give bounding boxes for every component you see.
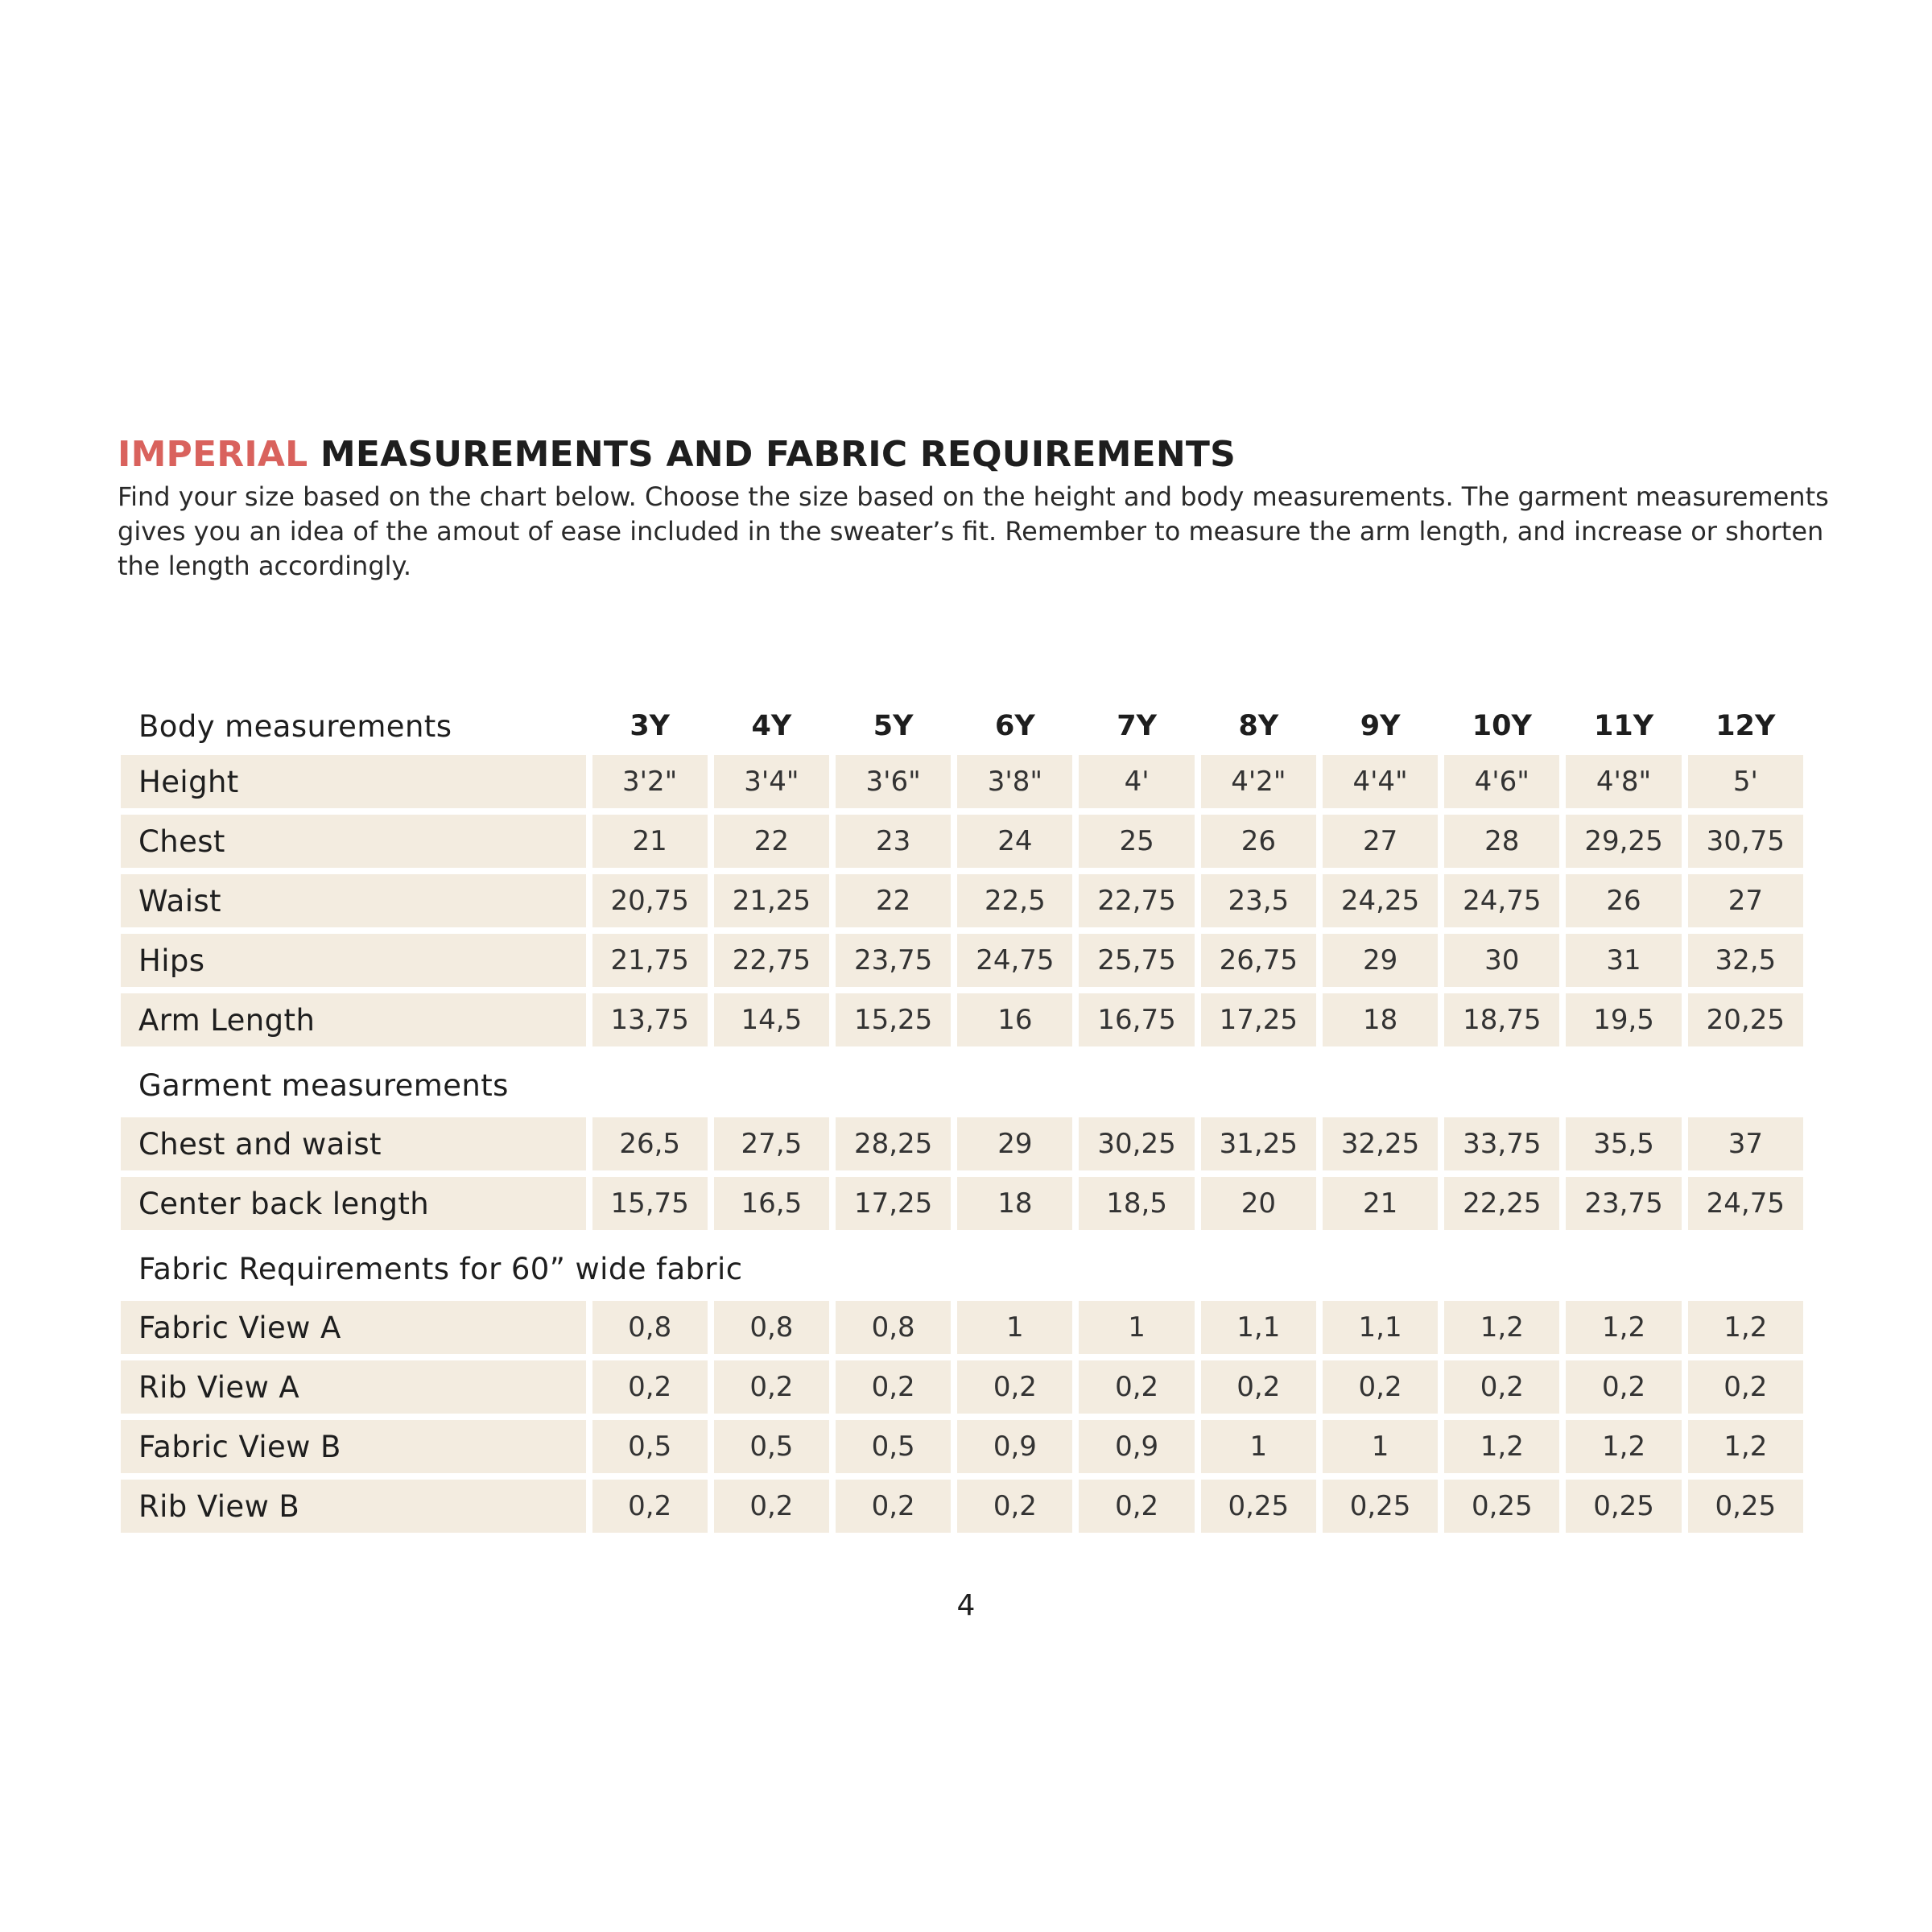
size-chart-table	[114, 697, 1810, 1539]
table-cell: 24,75	[1688, 1177, 1803, 1236]
table-cell: 14,5	[714, 993, 829, 1053]
size-column-header: 10Y	[1472, 710, 1532, 742]
row-label: Rib View A	[121, 1360, 586, 1420]
table-cell: 18	[957, 1177, 1072, 1236]
table-row-fabric-view-a	[121, 1301, 1803, 1360]
table-cell: 26	[1201, 815, 1316, 874]
table-cell: 4'8"	[1566, 755, 1681, 815]
row-label: Rib View B	[121, 1480, 586, 1539]
table-cell: 16,5	[714, 1177, 829, 1236]
row-label: Arm Length	[121, 993, 586, 1053]
table-cell: 31,25	[1201, 1117, 1316, 1177]
table-cell: 20,75	[592, 874, 708, 934]
section-row	[121, 1236, 1803, 1301]
section-row	[121, 1053, 1803, 1117]
table-cell: 0,2	[1201, 1360, 1316, 1420]
table-cell: 26	[1566, 874, 1681, 934]
row-label: Fabric View A	[121, 1301, 586, 1360]
title-accent: IMPERIAL	[118, 434, 308, 475]
intro-paragraph: Find your size based on the chart below. Choose the size based on the height and body measurements. The garment measurements gives you an idea of the amout of ease included in the sweater’s fit. Remember to measure the arm length, and increase or shorten the length accordingly.	[118, 481, 1829, 581]
table-cell: 13,75	[592, 993, 708, 1053]
table-cell: 21,25	[714, 874, 829, 934]
table-cell: 22,75	[714, 934, 829, 993]
table-cell: 18,5	[1079, 1177, 1194, 1236]
table-cell: 24,75	[1444, 874, 1559, 934]
table-cell: 0,5	[714, 1420, 829, 1480]
table-cell: 1	[1201, 1420, 1316, 1480]
table-cell: 23,75	[1566, 1177, 1681, 1236]
table-row-fabric-view-b	[121, 1420, 1803, 1480]
table-cell: 28	[1444, 815, 1559, 874]
table-cell: 29	[1323, 934, 1438, 993]
table-cell: 0,2	[836, 1360, 951, 1420]
table-cell: 22,25	[1444, 1177, 1559, 1236]
table-cell: 16,75	[1079, 993, 1194, 1053]
size-column-header: 6Y	[995, 710, 1035, 742]
row-label: Fabric View B	[121, 1420, 586, 1480]
table-cell: 0,2	[714, 1480, 829, 1539]
row-label: Waist	[121, 874, 586, 934]
table-cell: 0,25	[1444, 1480, 1559, 1539]
table-cell: 3'2"	[592, 755, 708, 815]
table-row-chest-and-waist	[121, 1117, 1803, 1177]
table-cell: 0,25	[1688, 1480, 1803, 1539]
table-cell: 0,2	[1566, 1360, 1681, 1420]
table-cell: 0,2	[1323, 1360, 1438, 1420]
table-cell: 1,2	[1566, 1301, 1681, 1360]
table-cell: 15,75	[592, 1177, 708, 1236]
table-cell: 3'4"	[714, 755, 829, 815]
table-cell: 1,2	[1688, 1420, 1803, 1480]
table-cell: 16	[957, 993, 1072, 1053]
table-cell: 1,1	[1201, 1301, 1316, 1360]
table-cell: 29,25	[1566, 815, 1681, 874]
table-cell: 1,1	[1323, 1301, 1438, 1360]
table-row-chest	[121, 815, 1803, 874]
table-cell: 0,2	[714, 1360, 829, 1420]
table-cell: 0,8	[836, 1301, 951, 1360]
table-cell: 0,9	[1079, 1420, 1194, 1480]
table-cell: 25	[1079, 815, 1194, 874]
table-cell: 0,2	[957, 1480, 1072, 1539]
row-label: Chest	[121, 815, 586, 874]
table-cell: 15,25	[836, 993, 951, 1053]
table-cell: 18,75	[1444, 993, 1559, 1053]
section-heading: Garment measurements	[138, 1067, 509, 1103]
size-header-row	[121, 697, 1803, 755]
table-cell: 22,5	[957, 874, 1072, 934]
section-heading: Fabric Requirements for 60” wide fabric	[138, 1251, 743, 1286]
title-rest: MEASUREMENTS AND FABRIC REQUIREMENTS	[308, 434, 1236, 475]
table-cell: 23	[836, 815, 951, 874]
table-cell: 17,25	[1201, 993, 1316, 1053]
table-cell: 0,5	[836, 1420, 951, 1480]
table-cell: 37	[1688, 1117, 1803, 1177]
table-cell: 4'6"	[1444, 755, 1559, 815]
table-cell: 30,75	[1688, 815, 1803, 874]
table-cell: 0,2	[836, 1480, 951, 1539]
table-cell: 0,2	[592, 1360, 708, 1420]
size-column-header: 12Y	[1715, 710, 1776, 742]
table-cell: 32,5	[1688, 934, 1803, 993]
table-cell: 0,2	[1444, 1360, 1559, 1420]
table-cell: 0,2	[1688, 1360, 1803, 1420]
table-cell: 21,75	[592, 934, 708, 993]
table-cell: 0,5	[592, 1420, 708, 1480]
table-cell: 23,75	[836, 934, 951, 993]
table-cell: 4'	[1079, 755, 1194, 815]
table-cell: 30,25	[1079, 1117, 1194, 1177]
size-column-header: 5Y	[873, 710, 914, 742]
size-column-header: 9Y	[1360, 710, 1401, 742]
table-cell: 26,5	[592, 1117, 708, 1177]
table-row-rib-view-a	[121, 1360, 1803, 1420]
section-heading: Body measurements	[138, 708, 452, 744]
table-cell: 26,75	[1201, 934, 1316, 993]
table-cell: 1,2	[1444, 1420, 1559, 1480]
row-label: Height	[121, 755, 586, 815]
table-cell: 19,5	[1566, 993, 1681, 1053]
table-cell: 35,5	[1566, 1117, 1681, 1177]
table-cell: 30	[1444, 934, 1559, 993]
table-cell: 1	[1079, 1301, 1194, 1360]
table-cell: 24,25	[1323, 874, 1438, 934]
table-cell: 21	[1323, 1177, 1438, 1236]
table-cell: 3'6"	[836, 755, 951, 815]
table-row-height	[121, 755, 1803, 815]
row-label: Chest and waist	[121, 1117, 586, 1177]
table-cell: 0,8	[592, 1301, 708, 1360]
table-cell: 22	[836, 874, 951, 934]
table-cell: 1,2	[1688, 1301, 1803, 1360]
table-row-center-back-length	[121, 1177, 1803, 1236]
table-cell: 27,5	[714, 1117, 829, 1177]
table-cell: 4'4"	[1323, 755, 1438, 815]
page-number: 4	[956, 1589, 976, 1622]
table-cell: 0,8	[714, 1301, 829, 1360]
table-cell: 5'	[1688, 755, 1803, 815]
table-cell: 20	[1201, 1177, 1316, 1236]
table-cell: 0,2	[1079, 1360, 1194, 1420]
table-cell: 29	[957, 1117, 1072, 1177]
table-cell: 27	[1323, 815, 1438, 874]
table-cell: 28,25	[836, 1117, 951, 1177]
table-cell: 0,25	[1566, 1480, 1681, 1539]
size-column-header: 4Y	[751, 710, 792, 742]
table-cell: 20,25	[1688, 993, 1803, 1053]
table-cell: 31	[1566, 934, 1681, 993]
table-cell: 3'8"	[957, 755, 1072, 815]
table-row-hips	[121, 934, 1803, 993]
table-cell: 17,25	[836, 1177, 951, 1236]
table-cell: 1	[1323, 1420, 1438, 1480]
table-cell: 1,2	[1566, 1420, 1681, 1480]
page-title	[118, 435, 1236, 475]
table-cell: 1,2	[1444, 1301, 1559, 1360]
row-label: Center back length	[121, 1177, 586, 1236]
table-cell: 24	[957, 815, 1072, 874]
table-cell: 4'2"	[1201, 755, 1316, 815]
table-row-waist	[121, 874, 1803, 934]
table-cell: 0,2	[1079, 1480, 1194, 1539]
table-row-rib-view-b	[121, 1480, 1803, 1539]
size-column-header: 8Y	[1238, 710, 1279, 742]
table-cell: 1	[957, 1301, 1072, 1360]
table-cell: 33,75	[1444, 1117, 1559, 1177]
size-column-header: 7Y	[1117, 710, 1157, 742]
table-cell: 0,25	[1323, 1480, 1438, 1539]
table-cell: 0,2	[957, 1360, 1072, 1420]
table-cell: 32,25	[1323, 1117, 1438, 1177]
size-column-header: 11Y	[1594, 710, 1654, 742]
table-cell: 22,75	[1079, 874, 1194, 934]
table-cell: 22	[714, 815, 829, 874]
table-cell: 24,75	[957, 934, 1072, 993]
table-cell: 23,5	[1201, 874, 1316, 934]
table-cell: 0,2	[592, 1480, 708, 1539]
table-cell: 27	[1688, 874, 1803, 934]
table-row-arm-length	[121, 993, 1803, 1053]
table-cell: 0,9	[957, 1420, 1072, 1480]
table-cell: 21	[592, 815, 708, 874]
table-cell: 25,75	[1079, 934, 1194, 993]
table-cell: 18	[1323, 993, 1438, 1053]
size-column-header: 3Y	[630, 710, 671, 742]
table-cell: 0,25	[1201, 1480, 1316, 1539]
row-label: Hips	[121, 934, 586, 993]
